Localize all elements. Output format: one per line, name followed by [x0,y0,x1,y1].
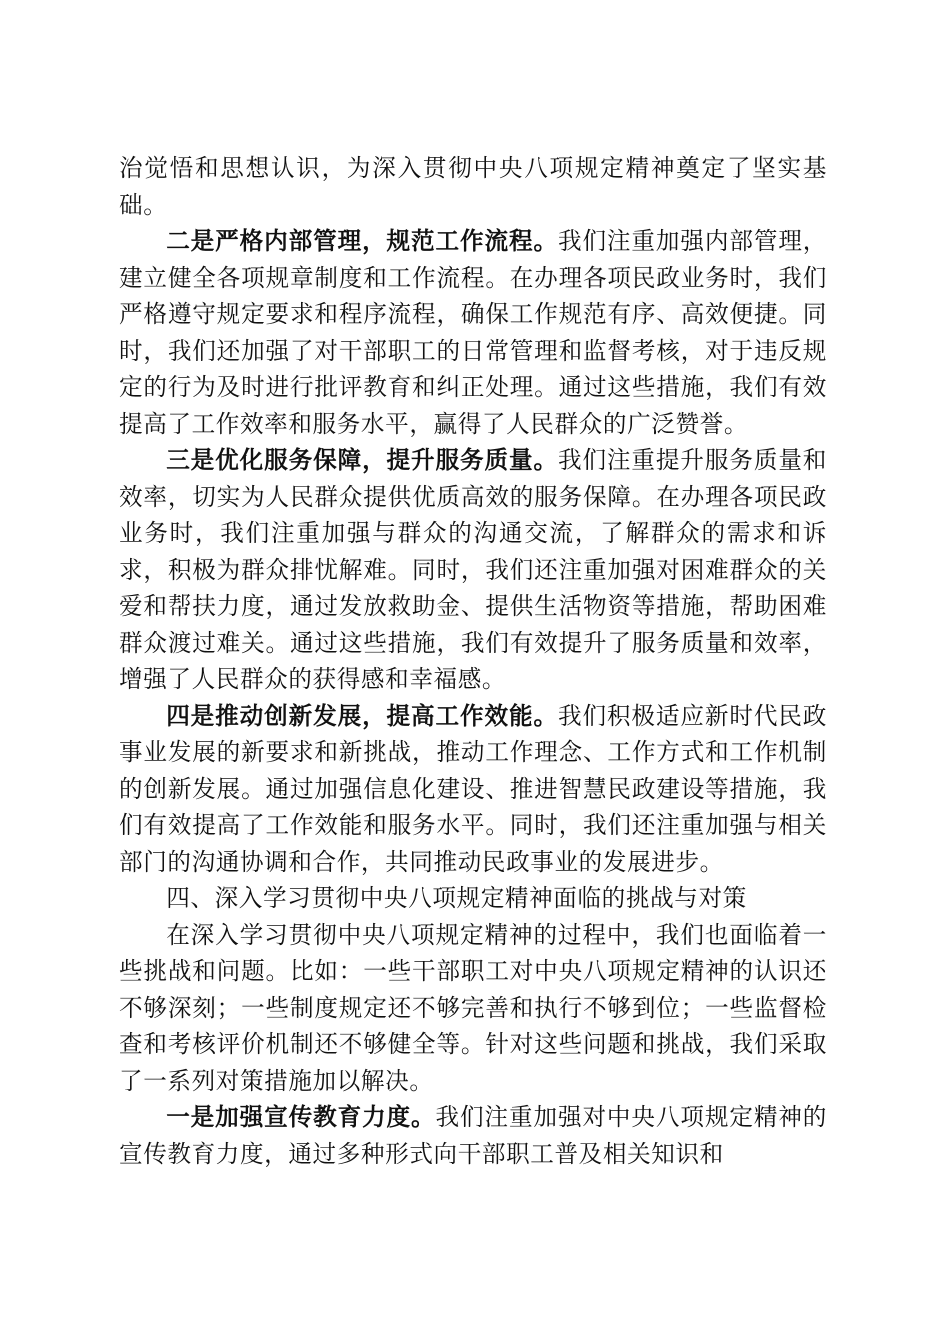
paragraph-item-4 [119,698,827,881]
item-4-lead: 四是推动创新发展，提高工作效能。 [166,701,558,730]
measure-1-body: 我们注重加强对中央八项规定精神的宣传教育力度，通过多种形式向干部职工普及相关知识和 [119,1103,827,1168]
paragraph-item-3 [119,442,827,698]
continued-paragraph: 治觉悟和思想认识，为深入贯彻中央八项规定精神奠定了坚实基础。 [119,154,827,219]
paragraph-measure-1 [119,1099,827,1172]
section-heading: 四、深入学习贯彻中央八项规定精神面临的挑战与对策 [166,884,747,912]
item-2-body: 我们注重加强内部管理，建立健全各项规章制度和工作流程。在办理各项民政业务时，我们严格遵守规定要求和程序流程，确保工作规范有序、高效便捷。同时，我们还加强了对干部职工的日常管理和监督考核，对于违反规定的行为及时进行批评教育和纠正处理。通过这些措施，我们有效提高了工作效率和服务水平，赢得了人民群众的广泛赞誉。 [119,227,827,438]
item-4-body: 我们积极适应新时代民政事业发展的新要求和新挑战，推动工作理念、工作方式和工作机制的创新发展。通过加强信息化建设、推进智慧民政建设等措施，我们有效提高了工作效能和服务水平。同时，我们还注重加强与相关部门的沟通协调和合作，共同推动民政事业的发展进步。 [119,701,827,876]
paragraph-item-2 [119,223,827,442]
section-intro-paragraph: 在深入学习贯彻中央八项规定精神的过程中，我们也面临着一些挑战和问题。比如：一些干部职工对中央八项规定精神的认识还不够深刻；一些制度规定还不够完善和执行不够到位；一些监督检查和考核评价机制还不够健全等。针对这些问题和挑战，我们采取了一系列对策措施加以解决。 [119,920,827,1095]
item-3-body: 我们注重提升服务质量和效率，切实为人民群众提供优质高效的服务保障。在办理各项民政业务时，我们注重加强与群众的沟通交流，了解群众的需求和诉求，积极为群众排忧解难。同时，我们还注重加强对困难群众的关爱和帮扶力度，通过发放救助金、提供生活物资等措施，帮助困难群众渡过难关。通过这些措施，我们有效提升了服务质量和效率，增强了人民群众的获得感和幸福感。 [119,446,827,693]
measure-1-lead: 一是加强宣传教育力度。 [166,1103,436,1131]
item-3-lead: 三是优化服务保障，提升服务质量。 [166,446,558,474]
document-page [119,150,827,1172]
item-2-lead: 二是严格内部管理，规范工作流程。 [166,227,558,255]
